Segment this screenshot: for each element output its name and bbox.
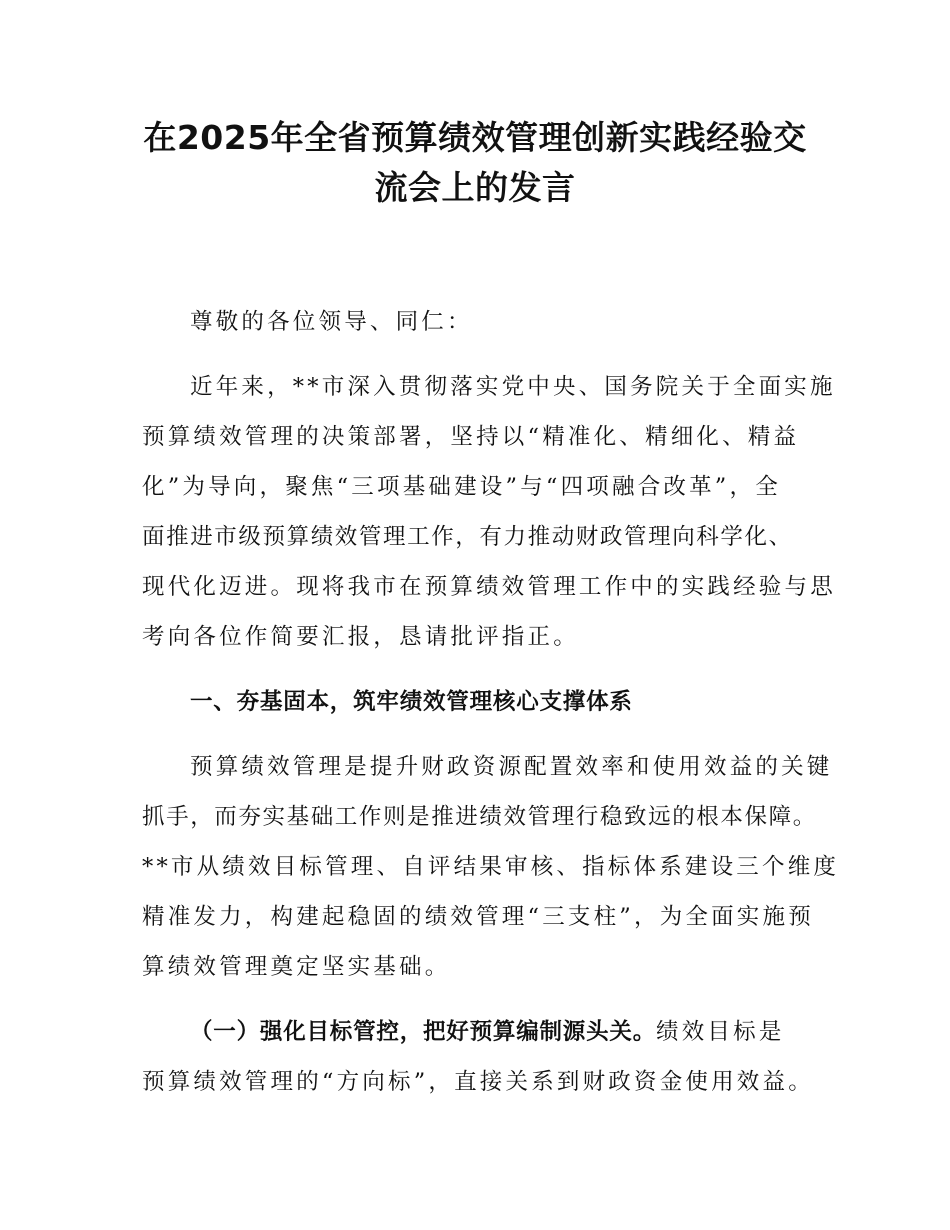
paragraph-2-line-2: 抓手，而夯实基础工作则是推进绩效管理行稳致远的根本保障。: [142, 804, 817, 830]
paragraph-1-line-2: 预算绩效管理的决策部署，坚持以“精准化、精细化、精益: [142, 424, 800, 450]
paragraph-2-line-3: **市从绩效目标管理、自评结果审核、指标体系建设三个维度: [142, 854, 840, 880]
paragraph-3-line-1: [190, 1016, 785, 1048]
paragraph-1-line-5: 现代化迈进。现将我市在预算绩效管理工作中的实践经验与思: [142, 574, 836, 600]
paragraph-1-line-4: 面推进市级预算绩效管理工作，有力推动财政管理向科学化、: [142, 524, 793, 550]
paragraph-1-line-6: 考向各位作简要汇报，恳请批评指正。: [142, 624, 579, 650]
section-1-heading: 一、夯基固本，筑牢绩效管理核心支撑体系: [190, 689, 633, 715]
paragraph-3-line-2: 预算绩效管理的“方向标”，直接关系到财政资金使用效益。: [142, 1069, 814, 1095]
document-title-line-1: 在2025年全省预算绩效管理创新实践经验交: [143, 118, 807, 157]
paragraph-3-line-1-text: 绩效目标是: [656, 1019, 785, 1045]
paragraph-1-line-3: 化”为导向，聚焦“三项基础建设”与“四项融合改革”，全: [142, 474, 781, 500]
paragraph-2-line-1: 预算绩效管理是提升财政资源配置效率和使用效益的关键: [190, 754, 833, 780]
subsection-1-heading: （一）强化目标管控，把好预算编制源头关。: [190, 1019, 657, 1045]
document-title-line-2: 流会上的发言: [374, 168, 576, 207]
paragraph-1-line-1: 近年来，**市深入贯彻落实党中央、国务院关于全面实施: [190, 374, 836, 400]
paragraph-2-line-5: 算绩效管理奠定坚实基础。: [142, 954, 451, 980]
greeting: 尊敬的各位领导、同仁：: [190, 309, 473, 335]
paragraph-2-line-4: 精准发力，构建起稳固的绩效管理“三支柱”，为全面实施预: [142, 904, 814, 930]
